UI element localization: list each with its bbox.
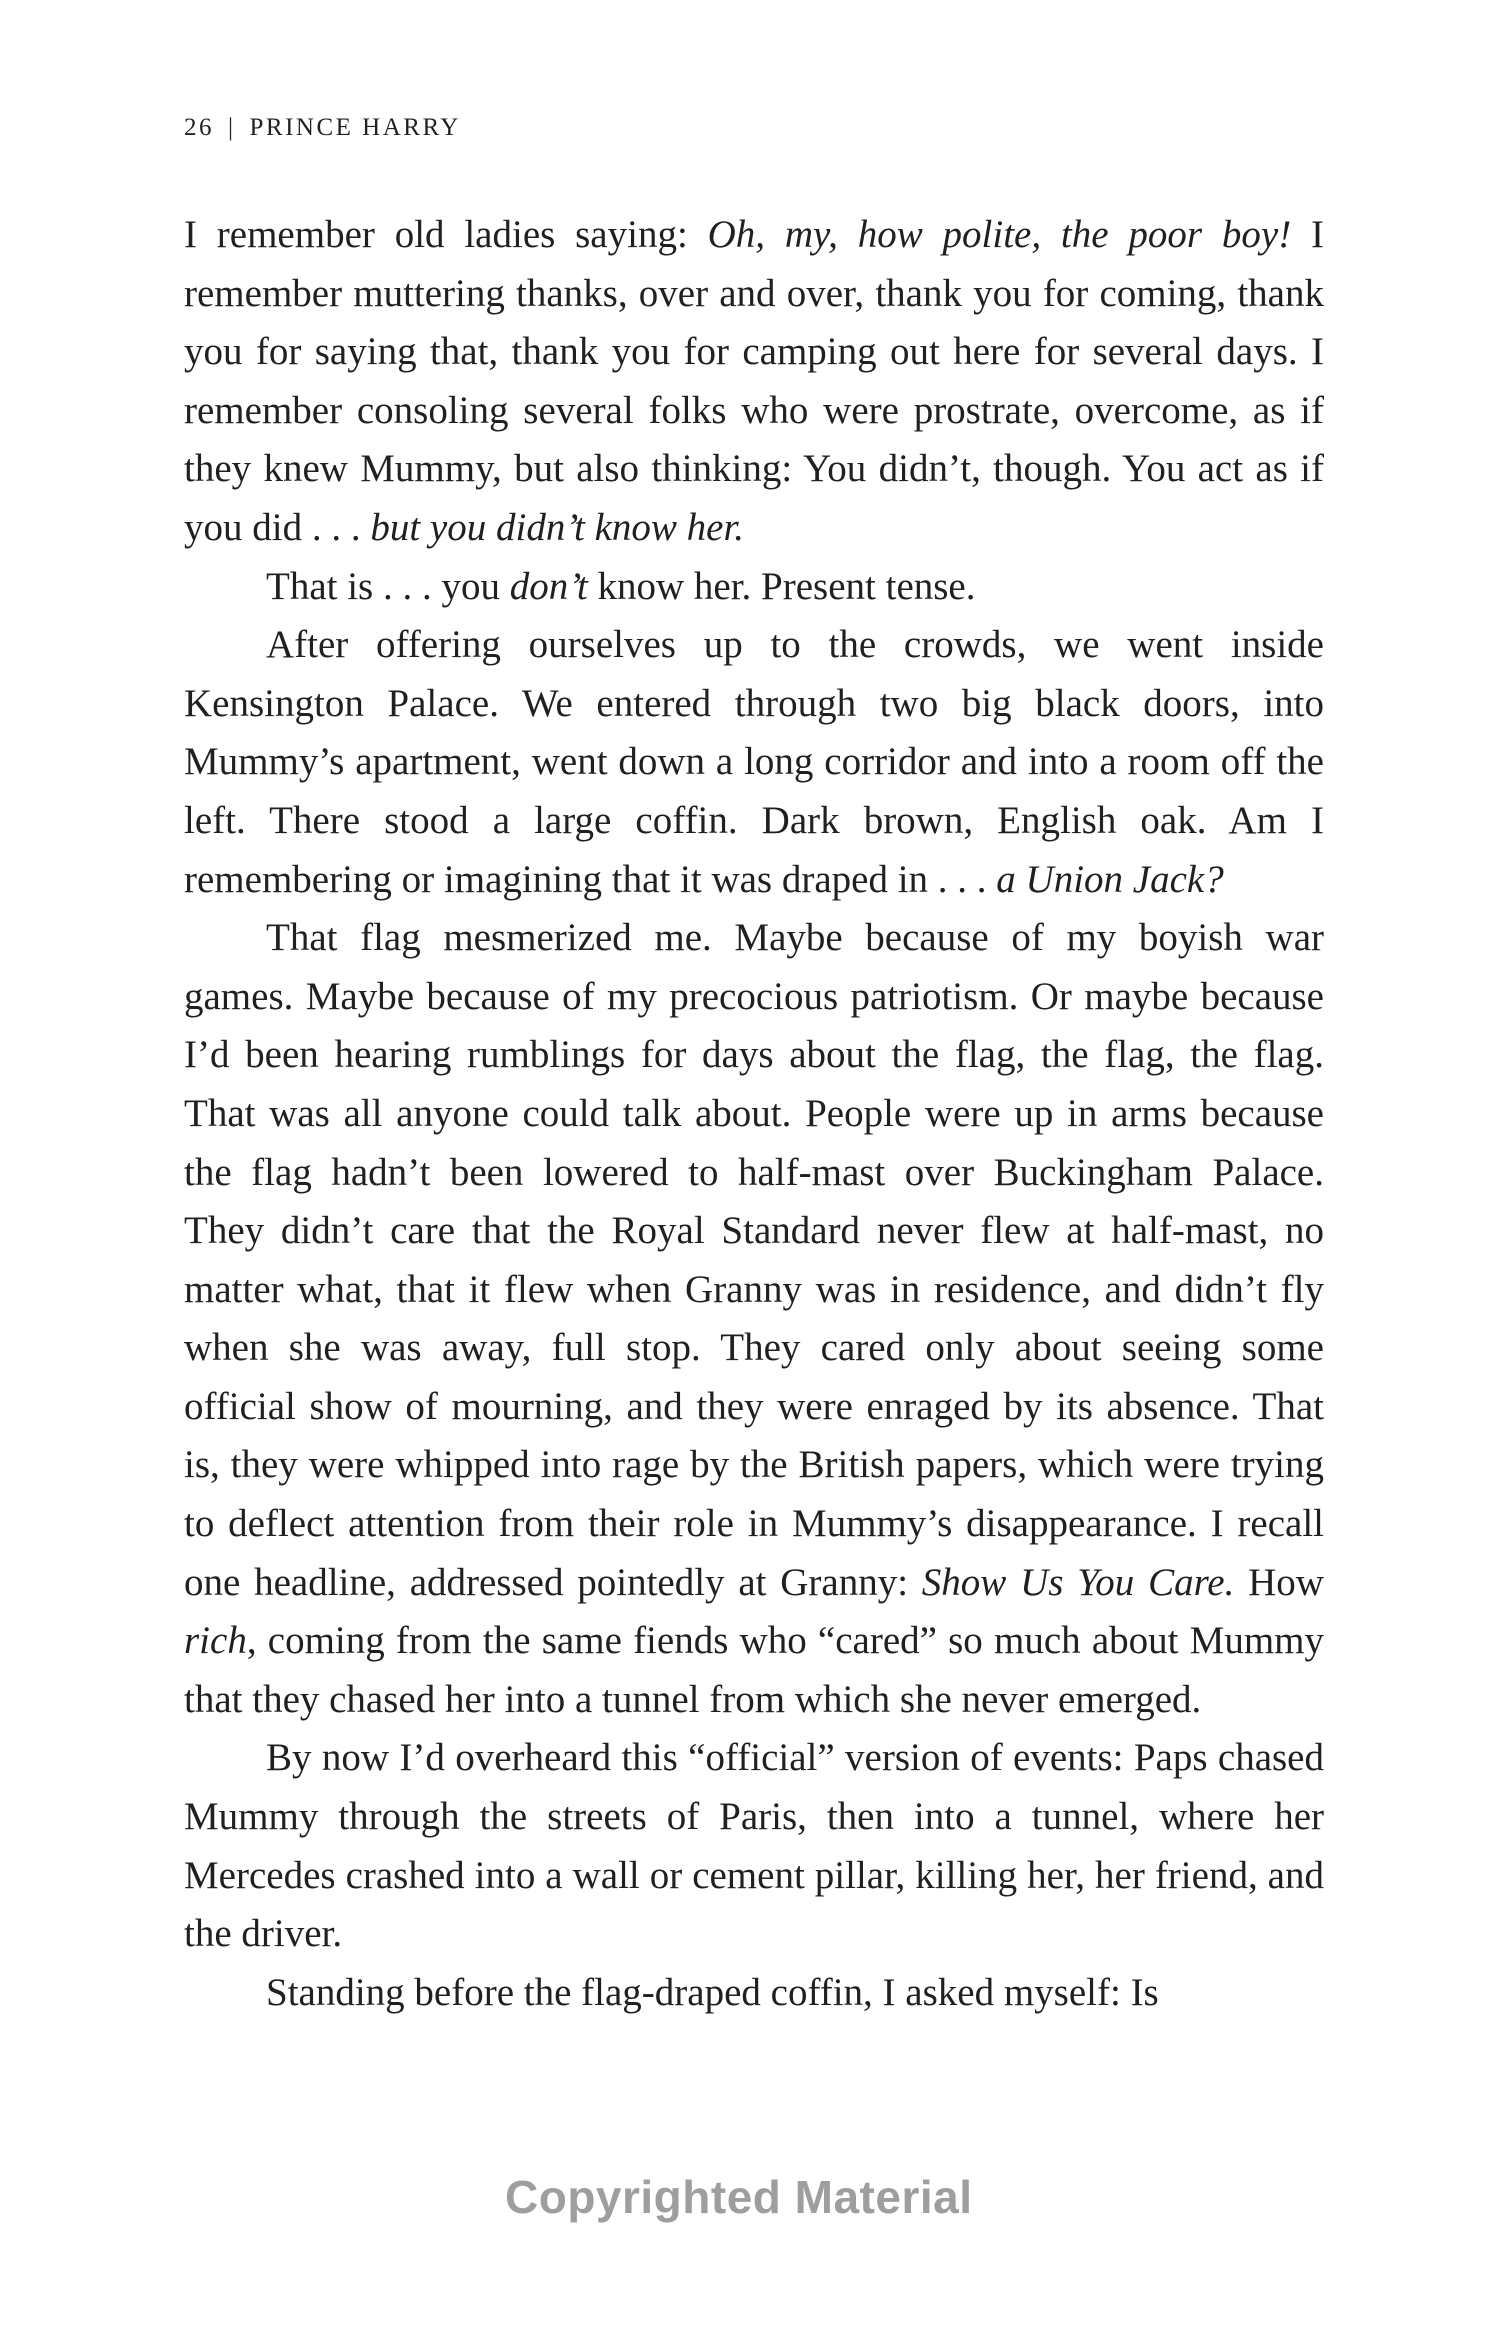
text-run: I remember old ladies saying: <box>184 213 708 256</box>
text-run: After offering ourselves up to the crowds, we went inside Kensington Palace. We entered through two big black doors, into Mummy’s apartment, went down a long corridor and into a room off the left. There stood a large coffin. Dark brown, English oak. Am I remembering or imagining that it was draped in . . . <box>184 623 1324 901</box>
text-run: I remember muttering thanks, over and over, thank you for coming, thank you for saying that, thank you for camping out here for several days. I remember consoling several folks who were prostrate, overcome, as if they knew Mummy, but also thinking: You didn’t, though. You act as if you did . . . <box>184 213 1324 549</box>
italic-text: rich <box>184 1619 247 1663</box>
running-title: PRINCE HARRY <box>249 114 461 141</box>
paragraph <box>184 1729 1324 1963</box>
italic-text: don’t <box>509 564 588 608</box>
text-run: Standing before the flag-draped coffin, I asked myself: Is <box>266 1970 1159 2014</box>
copyright-watermark: Copyrighted Material <box>505 2171 973 2223</box>
paragraph <box>184 909 1324 1729</box>
italic-text: Oh, my, how polite, the poor boy! <box>707 213 1292 256</box>
header-separator: | <box>228 114 236 141</box>
text-run: know her. Present tense. <box>587 564 976 608</box>
text-run: That is . . . you <box>266 564 510 608</box>
paragraph <box>184 558 1324 617</box>
italic-text: Show Us You Care. <box>921 1560 1235 1604</box>
text-run: That flag mesmerized me. Maybe because of my boyish war games. Maybe because of my precocious patriotism. Or maybe because I’d been hearing rumblings for days about the flag, the flag, the flag. That was all anyone could talk about. People were up in arms because the flag hadn’t been lowered to half-mast over Buckingham Palace. They didn’t care that the Royal Standard never flew at half-mast, no matter what, that it flew when Granny was in residence, and didn’t fly when she was away, full stop. They cared only about seeing some official show of mourning, and they were enraged by its absence. That is, they were whipped into rage by the British papers, which were trying to deflect attention from their role in Mummy’s disappearance. I recall one headline, addressed pointedly at Granny: <box>184 916 1324 1604</box>
paragraph <box>184 206 1324 558</box>
text-run: How <box>1234 1560 1324 1604</box>
text-run: By now I’d overheard this “official” version of events: Paps chased Mummy through the streets of Paris, then into a tunnel, where her Mercedes crashed into a wall or cement pillar, killing her, her friend, and the driver. <box>184 1736 1324 1956</box>
page-number: 26 <box>184 114 214 141</box>
paragraph <box>184 1964 1324 2023</box>
italic-text: a Union Jack? <box>996 857 1224 901</box>
running-header <box>184 114 461 142</box>
paragraph <box>184 616 1324 909</box>
italic-text: but you didn’t know her. <box>370 505 745 549</box>
body-text <box>184 206 1324 2022</box>
text-run: , coming from the same fiends who “cared” so much about Mummy that they chased her into a tunnel from which she never emerged. <box>184 1619 1324 1721</box>
